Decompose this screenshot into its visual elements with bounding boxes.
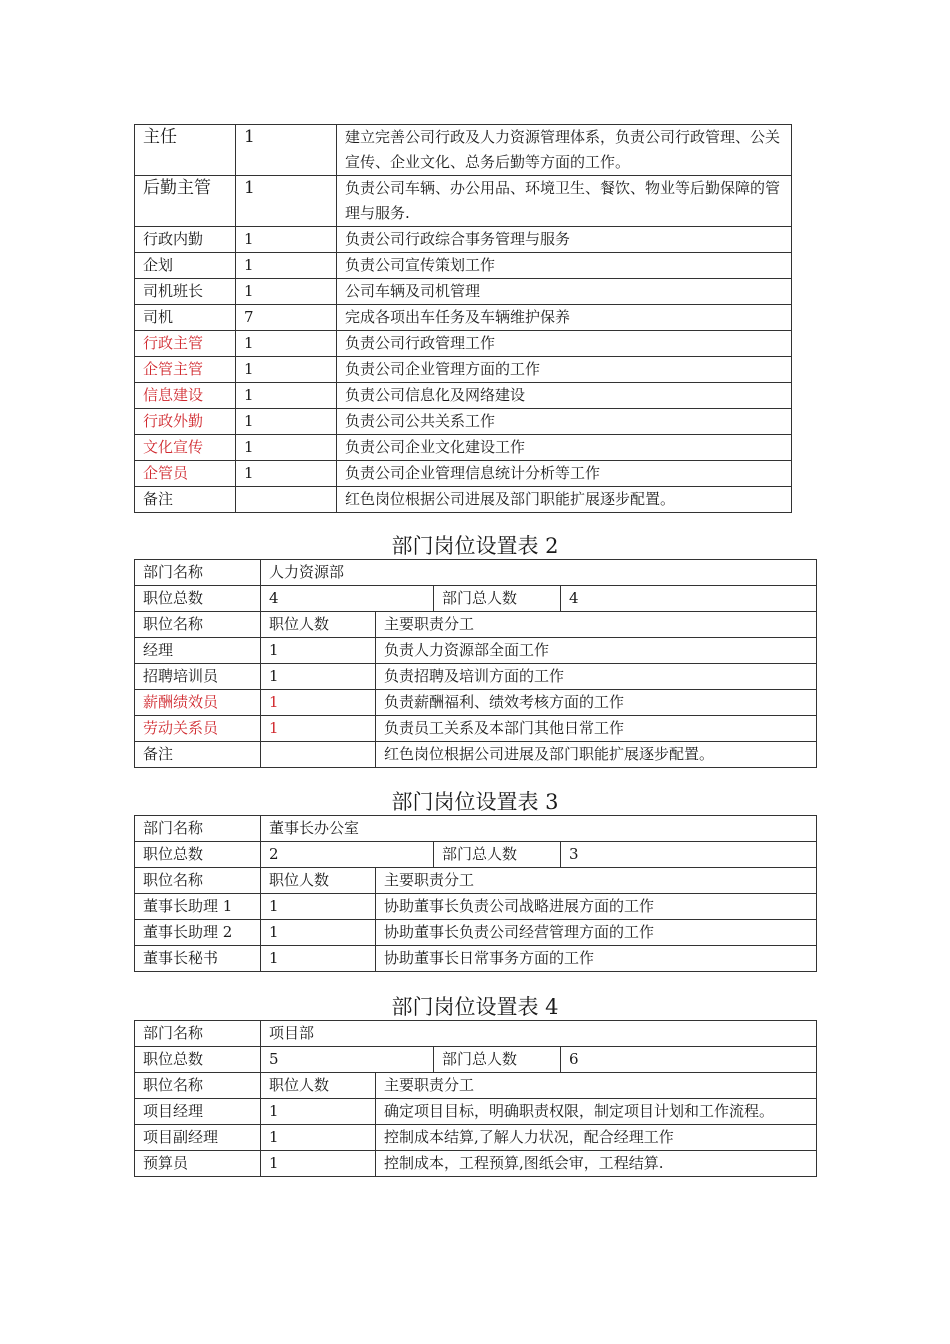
totals-row	[135, 1047, 817, 1073]
totals-row	[135, 586, 817, 612]
table-row	[135, 894, 817, 920]
position-name: 信息建设	[135, 383, 236, 409]
position-name: 董事长秘书	[135, 946, 261, 972]
dept-name-value: 人力资源部	[261, 560, 817, 586]
table-row	[135, 383, 792, 409]
admin-dept-position-table	[134, 124, 792, 513]
remarks-label: 备注	[135, 487, 236, 513]
dept-name-label: 部门名称	[135, 1021, 261, 1047]
position-name: 行政外勤	[135, 409, 236, 435]
dept-name-label: 部门名称	[135, 560, 261, 586]
people-label: 部门总人数	[434, 586, 561, 612]
total-label: 职位总数	[135, 842, 261, 868]
people-label: 部门总人数	[434, 1047, 561, 1073]
position-name: 项目副经理	[135, 1125, 261, 1151]
position-duty: 协助董事长负责公司战略进展方面的工作	[376, 894, 817, 920]
position-name: 主任	[135, 125, 236, 176]
position-name: 行政内勤	[135, 227, 236, 253]
position-name: 行政主管	[135, 331, 236, 357]
project-dept-position-table	[134, 1020, 817, 1177]
position-name: 企管员	[135, 461, 236, 487]
position-count: 1	[236, 227, 337, 253]
header-count: 职位人数	[261, 868, 376, 894]
dept-name-row	[135, 560, 817, 586]
position-count: 1	[236, 331, 337, 357]
header-row	[135, 868, 817, 894]
header-duty: 主要职责分工	[376, 612, 817, 638]
remarks-row	[135, 742, 817, 768]
position-count: 1	[261, 894, 376, 920]
position-count: 1	[261, 690, 376, 716]
table-row	[135, 227, 792, 253]
remarks-row	[135, 487, 792, 513]
position-count: 1	[236, 357, 337, 383]
position-name: 企划	[135, 253, 236, 279]
position-count: 1	[236, 461, 337, 487]
position-duty: 负责公司企业管理信息统计分析等工作	[337, 461, 792, 487]
position-count: 7	[236, 305, 337, 331]
chairman-office-position-table	[134, 815, 817, 972]
header-name: 职位名称	[135, 612, 261, 638]
header-row	[135, 1073, 817, 1099]
table-row	[135, 690, 817, 716]
position-duty: 负责公司行政管理工作	[337, 331, 792, 357]
position-duty: 负责薪酬福利、绩效考核方面的工作	[376, 690, 817, 716]
position-name: 董事长助理 1	[135, 894, 261, 920]
position-name: 董事长助理 2	[135, 920, 261, 946]
remarks-empty	[236, 487, 337, 513]
position-name: 劳动关系员	[135, 716, 261, 742]
dept-name-row	[135, 1021, 817, 1047]
position-duty: 负责公司企业文化建设工作	[337, 435, 792, 461]
position-duty: 负责公司信息化及网络建设	[337, 383, 792, 409]
table-row	[135, 305, 792, 331]
table-title: 部门岗位设置表 2	[391, 534, 559, 558]
position-count: 1	[261, 920, 376, 946]
position-name: 预算员	[135, 1151, 261, 1177]
dept-name-value: 董事长办公室	[261, 816, 817, 842]
position-name: 招聘培训员	[135, 664, 261, 690]
position-duty: 负责公司公共关系工作	[337, 409, 792, 435]
table-row	[135, 331, 792, 357]
position-count: 1	[261, 1151, 376, 1177]
dept-name-label: 部门名称	[135, 816, 261, 842]
hr-dept-position-table	[134, 559, 817, 768]
position-duty: 建立完善公司行政及人力资源管理体系，负责公司行政管理、公关宣传、企业文化、总务后勤等方面的工作。	[337, 125, 792, 176]
header-row	[135, 612, 817, 638]
people-label: 部门总人数	[434, 842, 561, 868]
header-duty: 主要职责分工	[376, 868, 817, 894]
position-duty: 协助董事长负责公司经营管理方面的工作	[376, 920, 817, 946]
table-row	[135, 1151, 817, 1177]
position-name: 经理	[135, 638, 261, 664]
position-name: 企管主管	[135, 357, 236, 383]
table-row	[135, 409, 792, 435]
table-row	[135, 920, 817, 946]
header-count: 职位人数	[261, 612, 376, 638]
people-value: 6	[561, 1047, 817, 1073]
position-duty: 负责员工关系及本部门其他日常工作	[376, 716, 817, 742]
position-name: 后勤主管	[135, 176, 236, 227]
header-count: 职位人数	[261, 1073, 376, 1099]
table-row	[135, 1125, 817, 1151]
people-value: 4	[561, 586, 817, 612]
position-duty: 协助董事长日常事务方面的工作	[376, 946, 817, 972]
position-duty: 确定项目目标，明确职责权限，制定项目计划和工作流程。	[376, 1099, 817, 1125]
position-duty: 负责公司宣传策划工作	[337, 253, 792, 279]
position-count: 1	[236, 383, 337, 409]
position-duty: 负责公司行政综合事务管理与服务	[337, 227, 792, 253]
table-row	[135, 435, 792, 461]
table-row	[135, 638, 817, 664]
total-value: 2	[261, 842, 434, 868]
header-name: 职位名称	[135, 868, 261, 894]
position-count: 1	[261, 638, 376, 664]
position-count: 1	[236, 176, 337, 227]
total-value: 5	[261, 1047, 434, 1073]
people-value: 3	[561, 842, 817, 868]
table-title: 部门岗位设置表 3	[391, 790, 559, 814]
position-count: 1	[236, 409, 337, 435]
table-row	[135, 357, 792, 383]
position-duty: 负责招聘及培训方面的工作	[376, 664, 817, 690]
position-count: 1	[236, 125, 337, 176]
table-row	[135, 664, 817, 690]
table-title: 部门岗位设置表 4	[391, 995, 559, 1019]
position-name: 文化宣传	[135, 435, 236, 461]
header-name: 职位名称	[135, 1073, 261, 1099]
position-count: 1	[261, 1099, 376, 1125]
position-count: 1	[236, 253, 337, 279]
header-duty: 主要职责分工	[376, 1073, 817, 1099]
position-duty: 控制成本，工程预算,图纸会审，工程结算.	[376, 1151, 817, 1177]
position-count: 1	[236, 279, 337, 305]
position-duty: 负责人力资源部全面工作	[376, 638, 817, 664]
position-name: 司机班长	[135, 279, 236, 305]
table-row	[135, 253, 792, 279]
table-row	[135, 176, 792, 227]
totals-row	[135, 842, 817, 868]
remarks-text: 红色岗位根据公司进展及部门职能扩展逐步配置。	[376, 742, 817, 768]
total-value: 4	[261, 586, 434, 612]
total-label: 职位总数	[135, 586, 261, 612]
position-duty: 负责公司车辆、办公用品、环境卫生、餐饮、物业等后勤保障的管理与服务.	[337, 176, 792, 227]
table-row	[135, 279, 792, 305]
position-count: 1	[261, 664, 376, 690]
table-row	[135, 1099, 817, 1125]
remarks-text: 红色岗位根据公司进展及部门职能扩展逐步配置。	[337, 487, 792, 513]
position-count: 1	[261, 716, 376, 742]
table-row	[135, 125, 792, 176]
table-row	[135, 716, 817, 742]
remarks-label: 备注	[135, 742, 261, 768]
table-row	[135, 461, 792, 487]
dept-name-value: 项目部	[261, 1021, 817, 1047]
position-count: 1	[261, 946, 376, 972]
position-name: 薪酬绩效员	[135, 690, 261, 716]
position-name: 司机	[135, 305, 236, 331]
table-row	[135, 946, 817, 972]
dept-name-row	[135, 816, 817, 842]
position-duty: 公司车辆及司机管理	[337, 279, 792, 305]
total-label: 职位总数	[135, 1047, 261, 1073]
position-duty: 控制成本结算,了解人力状况，配合经理工作	[376, 1125, 817, 1151]
position-duty: 负责公司企业管理方面的工作	[337, 357, 792, 383]
position-duty: 完成各项出车任务及车辆维护保养	[337, 305, 792, 331]
remarks-empty	[261, 742, 376, 768]
position-name: 项目经理	[135, 1099, 261, 1125]
position-count: 1	[261, 1125, 376, 1151]
position-count: 1	[236, 435, 337, 461]
